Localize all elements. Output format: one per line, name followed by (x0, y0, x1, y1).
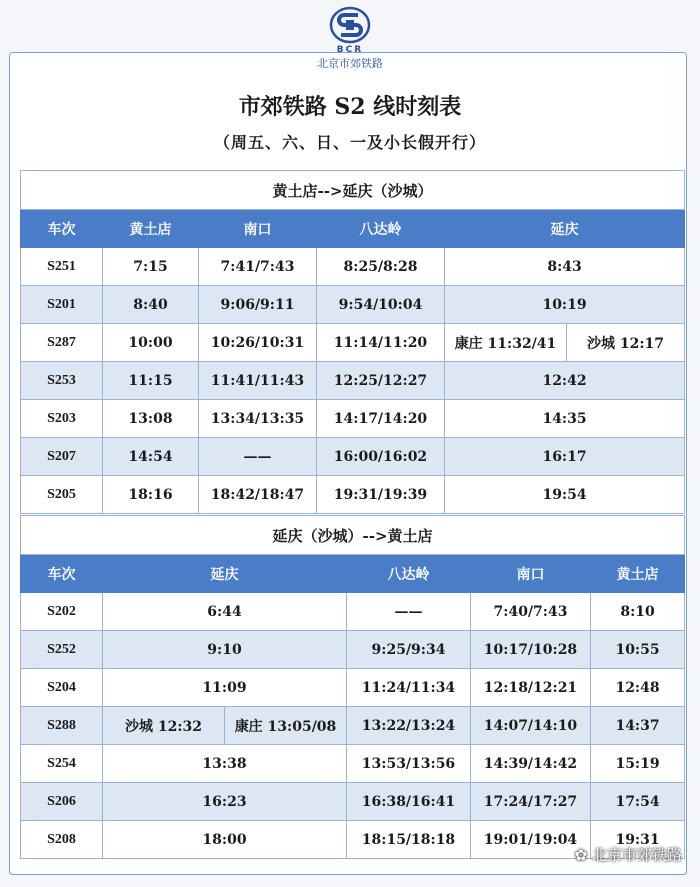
time-badaling: 18:15/18:18 (347, 821, 471, 859)
header-yanqing: 延庆 (103, 555, 347, 593)
time-huangtudian: 14:37 (591, 707, 685, 745)
time-yanqing: 12:42 (445, 362, 685, 400)
time-yanqing: 14:35 (445, 400, 685, 438)
time-huangtudian: 11:15 (103, 362, 199, 400)
time-badaling: 11:24/11:34 (347, 669, 471, 707)
train-no: S201 (21, 286, 103, 324)
time-badaling: —— (347, 593, 471, 631)
header-badaling: 八达岭 (317, 210, 445, 248)
time-nankou: 14:07/14:10 (471, 707, 591, 745)
train-no: S202 (21, 593, 103, 631)
header-yanqing: 延庆 (445, 210, 685, 248)
time-huangtudian: 10:55 (591, 631, 685, 669)
time-badaling: 16:38/16:41 (347, 783, 471, 821)
table-row (21, 286, 685, 324)
time-nankou: 10:17/10:28 (471, 631, 591, 669)
train-no: S206 (21, 783, 103, 821)
time-huangtudian: 7:15 (103, 248, 199, 286)
time-nankou: 18:42/18:47 (199, 476, 317, 514)
time-huangtudian: 14:54 (103, 438, 199, 476)
train-no: S204 (21, 669, 103, 707)
time-kangzhuang: 康庄 11:32/41 (445, 324, 567, 362)
table-row (21, 362, 685, 400)
time-yanqing: 13:38 (103, 745, 347, 783)
page-subtitle: （周五、六、日、一及小长假开行） (213, 133, 486, 152)
wechat-icon: ✿ (574, 846, 588, 864)
time-shacheng: 沙城 12:17 (567, 324, 685, 362)
time-yanqing: 10:19 (445, 286, 685, 324)
time-huangtudian: 15:19 (591, 745, 685, 783)
time-kangzhuang: 康庄 13:05/08 (225, 707, 347, 745)
table-row (21, 400, 685, 438)
table-row (21, 631, 685, 669)
time-huangtudian: 13:08 (103, 400, 199, 438)
page-title: 市郊铁路 S2 线时刻表 (238, 94, 462, 120)
time-badaling: 9:54/10:04 (317, 286, 445, 324)
table-row (21, 669, 685, 707)
table-row (21, 324, 685, 362)
time-yanqing: 16:17 (445, 438, 685, 476)
time-badaling: 14:17/14:20 (317, 400, 445, 438)
watermark-text: 北京市郊铁路 (591, 846, 682, 864)
time-yanqing: 18:00 (103, 821, 347, 859)
table-row (21, 707, 685, 745)
time-nankou: 12:18/12:21 (471, 669, 591, 707)
time-badaling: 13:22/13:24 (347, 707, 471, 745)
time-shacheng: 沙城 12:32 (103, 707, 225, 745)
time-huangtudian: 10:00 (103, 324, 199, 362)
outbound-direction: 黄土店-->延庆（沙城） (21, 171, 685, 210)
time-badaling: 9:25/9:34 (347, 631, 471, 669)
time-huangtudian: 8:10 (591, 593, 685, 631)
outbound-timetable (20, 170, 685, 514)
time-huangtudian: 8:40 (103, 286, 199, 324)
train-no: S288 (21, 707, 103, 745)
train-no: S205 (21, 476, 103, 514)
train-no: S287 (21, 324, 103, 362)
header-huangtudian: 黄土店 (103, 210, 199, 248)
train-no: S252 (21, 631, 103, 669)
wechat-watermark (575, 844, 682, 865)
time-yanqing: 19:54 (445, 476, 685, 514)
time-yanqing: 6:44 (103, 593, 347, 631)
table-row (21, 783, 685, 821)
bcr-logo (300, 6, 400, 84)
time-badaling: 16:00/16:02 (317, 438, 445, 476)
logo-abbr: BCR (336, 45, 364, 55)
inbound-timetable (20, 515, 685, 859)
logo-org-name: 北京市郊铁路 (317, 57, 383, 70)
time-badaling: 11:14/11:20 (317, 324, 445, 362)
time-yanqing: 9:10 (103, 631, 347, 669)
train-no: S208 (21, 821, 103, 859)
time-huangtudian: 12:48 (591, 669, 685, 707)
train-no: S203 (21, 400, 103, 438)
header-nankou: 南口 (471, 555, 591, 593)
time-nankou: 17:24/17:27 (471, 783, 591, 821)
bcr-emblem-icon (329, 6, 371, 44)
table-row (21, 476, 685, 514)
time-nankou: 10:26/10:31 (199, 324, 317, 362)
time-nankou: 14:39/14:42 (471, 745, 591, 783)
header-huangtudian: 黄土店 (591, 555, 685, 593)
time-nankou: —— (199, 438, 317, 476)
time-nankou: 11:41/11:43 (199, 362, 317, 400)
time-huangtudian: 17:54 (591, 783, 685, 821)
time-nankou: 19:01/19:04 (471, 821, 591, 859)
time-yanqing: 8:43 (445, 248, 685, 286)
table-row (21, 438, 685, 476)
table-row (21, 593, 685, 631)
time-yanqing: 16:23 (103, 783, 347, 821)
time-yanqing: 11:09 (103, 669, 347, 707)
time-badaling: 8:25/8:28 (317, 248, 445, 286)
time-huangtudian: 19:31 (591, 821, 685, 859)
header-badaling: 八达岭 (347, 555, 471, 593)
time-badaling: 19:31/19:39 (317, 476, 445, 514)
table-row (21, 745, 685, 783)
time-nankou: 13:34/13:35 (199, 400, 317, 438)
header-nankou: 南口 (199, 210, 317, 248)
header-train-no: 车次 (21, 555, 103, 593)
time-badaling: 13:53/13:56 (347, 745, 471, 783)
time-nankou: 7:41/7:43 (199, 248, 317, 286)
time-nankou: 9:06/9:11 (199, 286, 317, 324)
time-huangtudian: 18:16 (103, 476, 199, 514)
time-nankou: 7:40/7:43 (471, 593, 591, 631)
header-train-no: 车次 (21, 210, 103, 248)
train-no: S254 (21, 745, 103, 783)
train-no: S253 (21, 362, 103, 400)
table-row (21, 248, 685, 286)
time-badaling: 12:25/12:27 (317, 362, 445, 400)
inbound-direction: 延庆（沙城）-->黄土店 (21, 516, 685, 555)
train-no: S207 (21, 438, 103, 476)
train-no: S251 (21, 248, 103, 286)
